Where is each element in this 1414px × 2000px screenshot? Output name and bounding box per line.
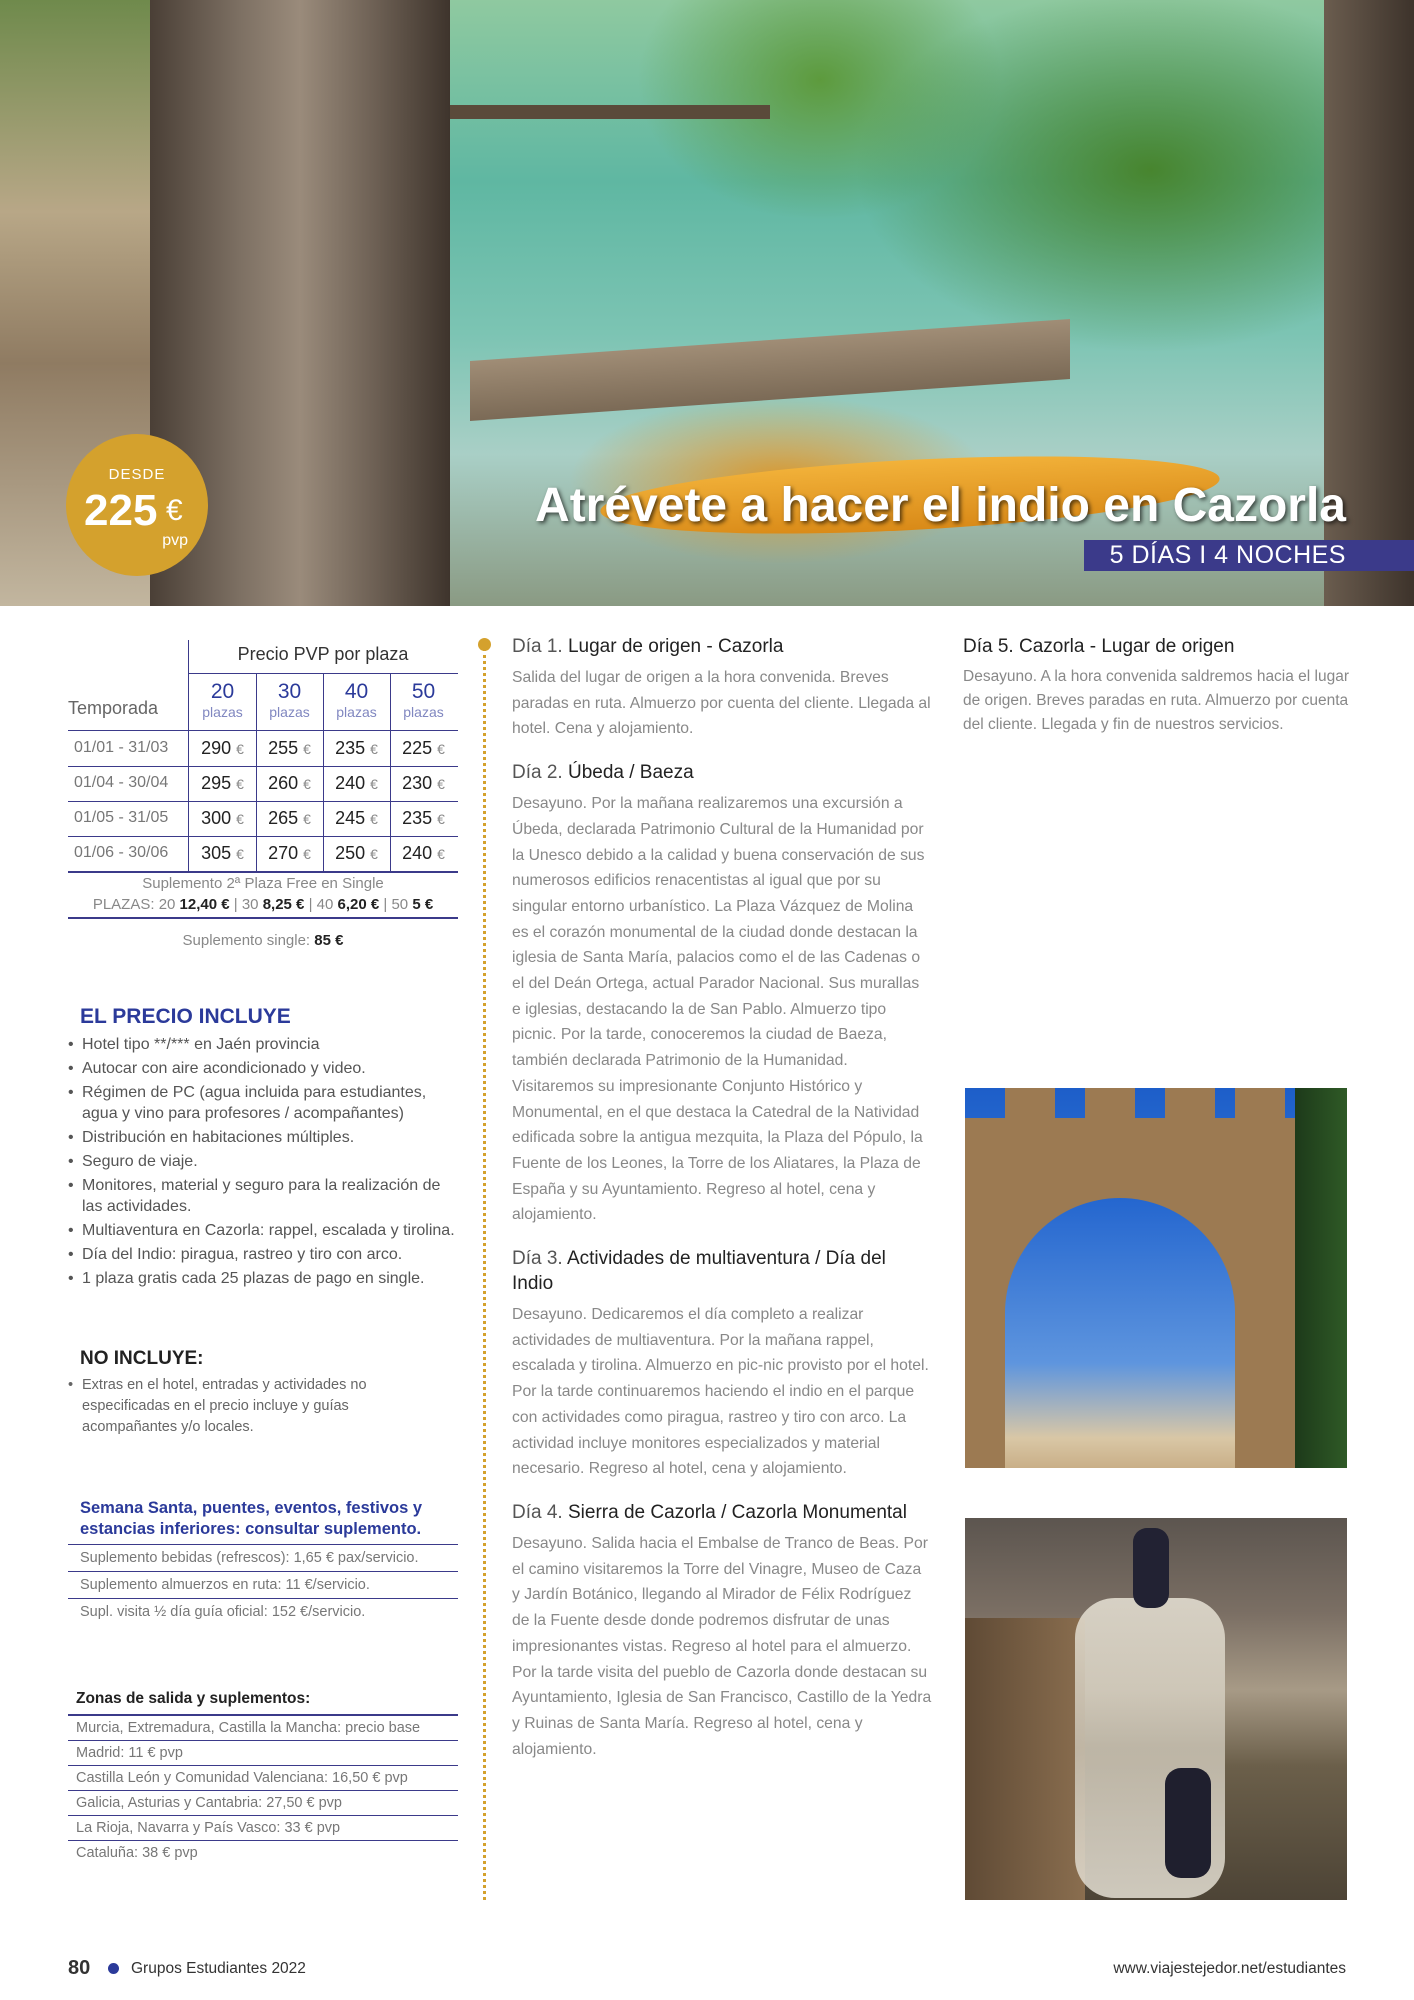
supplement-single (68, 932, 458, 949)
currency-symbol: € (437, 776, 445, 792)
photo-battlement (1085, 1088, 1135, 1128)
column-label: plazas (202, 704, 243, 720)
supplement-single-value: 85 € (314, 932, 344, 949)
itinerary-day-5 (963, 634, 1353, 737)
price-value: 270 (268, 843, 299, 863)
column-label: plazas (403, 704, 444, 720)
price-value: 235 (335, 738, 366, 758)
day-text: Desayuno. Salida hacia el Embalse de Tranco de Beas. Por el camino visitaremos la Torre del Vinagre, Museo de Caza y Jardín Botánico, llegando al Mirador de Félix Rodríguez de la Fuente desde donde podremos disfrutar de unas impresionantes vistas. Regreso al hotel para el almuerzo. Por la tarde visita del pueblo de Cazorla donde destacan su Ayuntamiento, Iglesia de San Francisco, Castillo de la Yedra y Ruinas de Santa María. Regreso al hotel, cena y alojamiento. (512, 1534, 932, 1758)
page-title: Atrévete a hacer el indio en Cazorla (535, 479, 1346, 532)
plazas-count: 40 (316, 896, 334, 913)
price-value: 240 (402, 843, 433, 863)
plazas-prefix: PLAZAS: (92, 896, 155, 913)
not-included-list (68, 1375, 418, 1438)
table-row (68, 732, 458, 766)
itinerary-day (512, 1500, 932, 1762)
column-header (323, 680, 390, 720)
price-value: 260 (268, 773, 299, 793)
currency-symbol: € (303, 776, 311, 792)
day-title: Actividades de multiaventura / Día del Indio (512, 1248, 886, 1295)
column-label: plazas (269, 704, 310, 720)
price-table-title: Precio PVP por plaza (188, 640, 458, 674)
column-header (256, 680, 323, 720)
day-heading (512, 1500, 932, 1525)
table-row (68, 767, 458, 801)
includes-heading: EL PRECIO INCLUYE (80, 1005, 291, 1028)
currency-symbol: € (236, 776, 244, 792)
supplement-second-place-title: Suplemento 2ª Plaza Free en Single (142, 875, 384, 892)
day-text: Salida del lugar de origen a la hora convenida. Breves paradas en ruta. Almuerzo por cuenta del cliente. Llegada al hotel. Cena y alojamiento. (512, 669, 931, 738)
zones-heading: Zonas de salida y suplementos: (76, 1690, 311, 1707)
page-subtitle: 5 DÍAS I 4 NOCHES (1109, 541, 1346, 569)
price-badge-pvp: pvp (162, 532, 188, 549)
column-header (390, 680, 457, 720)
zones-list (68, 1714, 458, 1865)
row-rule (68, 730, 458, 731)
includes-list (68, 1034, 463, 1292)
day-title: Cazorla - Lugar de origen (1018, 636, 1235, 657)
currency-symbol: € (370, 776, 378, 792)
currency-symbol: € (370, 811, 378, 827)
itinerary (512, 634, 932, 1780)
price-cell (390, 843, 457, 864)
dotted-divider (483, 648, 486, 1900)
column-number: 40 (344, 680, 369, 703)
day-title: Sierra de Cazorla / Cazorla Monumental (567, 1501, 907, 1523)
price-value: 245 (335, 808, 366, 828)
price-cell (323, 843, 390, 864)
plazas-price: 5 € (412, 896, 434, 913)
plazas-price: 6,20 € (337, 896, 380, 913)
season-cell: 01/05 - 31/05 (74, 809, 169, 826)
plazas-count: 20 (158, 896, 176, 913)
plazas-count: 50 (391, 896, 409, 913)
price-cell (189, 773, 256, 794)
hero-pier (450, 105, 770, 119)
plazas-price: 12,40 € (179, 896, 230, 913)
season-cell: 01/06 - 30/06 (74, 844, 169, 861)
currency-symbol: € (236, 811, 244, 827)
price-table (68, 640, 458, 872)
day-number: Día 2. (512, 762, 563, 784)
price-cell (390, 773, 457, 794)
price-badge-amount: 225 (84, 486, 158, 535)
list-item: La Rioja, Navarra y País Vasco: 33 € pvp (68, 1816, 458, 1841)
season-cell: 01/01 - 31/03 (74, 739, 169, 756)
itinerary-day (512, 1246, 932, 1482)
price-cell (323, 773, 390, 794)
photo-battlement (1005, 1088, 1055, 1128)
photo-cypress (1295, 1088, 1347, 1468)
photo-battlement (1235, 1088, 1285, 1128)
price-cell (256, 773, 323, 794)
day-title: Lugar de origen - Cazorla (567, 636, 784, 657)
list-item: Supl. visita ½ día guía oficial: 152 €/servicio. (68, 1598, 458, 1625)
supplement-second-place-values: PLAZAS: 20 12,40 € | 30 8,25 € | 40 6,20 € | 50 5 € (92, 896, 434, 913)
price-cell (323, 738, 390, 759)
price-value: 225 (402, 738, 433, 758)
photo-battlement (1165, 1088, 1215, 1128)
price-value: 255 (268, 738, 299, 758)
website-link[interactable]: www.viajestejedor.net/estudiantes (1113, 1960, 1346, 1977)
photo-canyoning (965, 1518, 1347, 1900)
list-item: • Régimen de PC (agua incluida para estudiantes, agua y vino para profesores / acompañantes) (68, 1082, 463, 1124)
plazas-price: 8,25 € (262, 896, 305, 913)
column-header (189, 680, 256, 720)
day-text: Desayuno. Dedicaremos el día completo a realizar actividades de multiaventura. Por la mañana rappel, escalada y tirolina. Almuerzo en pic-nic provisto por el hotel. Por la tarde continuaremos haciendo el indio en el parque con actividades como piragua, rastreo y tiro con arco. La actividad incluye monitores especializados y material necesario. Regreso al hotel, cena y alojamiento. (512, 1306, 929, 1478)
day-number: Día 5. (963, 636, 1014, 657)
column-label: plazas (336, 704, 377, 720)
day-heading (963, 634, 1353, 659)
currency-symbol: € (303, 846, 311, 862)
day-text: Desayuno. Por la mañana realizaremos una excursión a Úbeda, declarada Patrimonio Cultural de la Humanidad por la Unesco debido a la calidad y buena conservación de sus numerosos edificios renacentistas al igual que por su singular entorno urbanístico. La Plaza Vázquez de Molina es el corazón monumental de la ciudad donde destacan la iglesia de Santa María, palacios como el de las Cadenas o el del Deán Ortega, actual Parador Nacional. Sus murallas e iglesias, destacando la de San Pablo. Almuerzo tipo picnic. Por la tarde, conoceremos la ciudad de Baeza, también declarada Patrimonio de la Humanidad. Visitaremos su impresionante Conjunto Histórico y Monumental, en el que destaca la Catedral de la Natividad edificada sobre la antigua mezquita, la Plaza del Pópulo, la Fuente de los Leones, la Torre de los Aliatares, la Plaza de España y su Ayuntamiento. Regreso al hotel, cena y alojamiento. (512, 795, 925, 1224)
list-item: • Monitores, material y seguro para la realización de las actividades. (68, 1175, 463, 1217)
price-cell (189, 808, 256, 829)
list-item: • Multiaventura en Cazorla: rappel, escalada y tirolina. (68, 1220, 463, 1241)
price-value: 240 (335, 773, 366, 793)
price-badge-desde: DESDE (108, 466, 166, 483)
divider (68, 917, 458, 919)
price-cell (390, 808, 457, 829)
price-value: 250 (335, 843, 366, 863)
day-text: Desayuno. A la hora convenida saldremos hacia el lugar de origen. Breves paradas en ruta. Almuerzo por cuenta del cliente. Llegada y fin de nuestros servicios. (963, 668, 1350, 733)
photo-climber (1133, 1528, 1169, 1608)
hero-dock (470, 319, 1070, 421)
currency-symbol: € (437, 811, 445, 827)
day-heading (512, 1246, 932, 1296)
price-value: 290 (201, 738, 232, 758)
itinerary-day (512, 760, 932, 1228)
day-heading (512, 760, 932, 785)
list-item: • Extras en el hotel, entradas y actividades no especificadas en el precio incluye y guías acompañantes y/o locales. (68, 1375, 418, 1438)
photo-climber (1165, 1768, 1211, 1878)
supplements-list (68, 1544, 458, 1625)
itinerary-day (512, 634, 932, 742)
season-cell: 01/04 - 30/04 (74, 774, 169, 791)
price-cell (323, 808, 390, 829)
price-value: 305 (201, 843, 232, 863)
day-title: Úbeda / Baeza (567, 762, 694, 784)
price-value: 235 (402, 808, 433, 828)
price-value: 295 (201, 773, 232, 793)
list-item: Suplemento bebidas (refrescos): 1,65 € pax/servicio. (68, 1544, 458, 1571)
list-item: Murcia, Extremadura, Castilla la Mancha: precio base (68, 1716, 458, 1741)
day-number: Día 1. (512, 636, 563, 657)
currency-symbol: € (236, 741, 244, 757)
list-item: • Hotel tipo **/*** en Jaén provincia (68, 1034, 463, 1055)
column-number: 30 (277, 680, 302, 703)
price-cell (256, 738, 323, 759)
list-item: Suplemento almuerzos en ruta: 11 €/servicio. (68, 1571, 458, 1598)
price-cell (189, 843, 256, 864)
price-cell (256, 843, 323, 864)
hero-image (0, 0, 1414, 606)
price-cell (189, 738, 256, 759)
currency-symbol: € (437, 846, 445, 862)
plazas-count: 30 (241, 896, 259, 913)
list-item: Galicia, Asturias y Cantabria: 27,50 € pvp (68, 1791, 458, 1816)
list-item: • Día del Indio: piragua, rastreo y tiro con arco. (68, 1244, 463, 1265)
column-number: 20 (210, 680, 235, 703)
list-item: Madrid: 11 € pvp (68, 1741, 458, 1766)
photo-arch (1005, 1198, 1235, 1468)
price-badge-currency: € (166, 494, 183, 527)
price-cell (256, 808, 323, 829)
season-header: Temporada (68, 698, 159, 718)
bullet-icon (108, 1963, 119, 1974)
list-item: Cataluña: 38 € pvp (76, 1845, 198, 1861)
currency-symbol: € (370, 846, 378, 862)
currency-symbol: € (303, 741, 311, 757)
price-value: 265 (268, 808, 299, 828)
currency-symbol: € (437, 741, 445, 757)
list-item: • Autocar con aire acondicionado y video. (68, 1058, 463, 1079)
day-number: Día 3. (512, 1248, 563, 1270)
publication-name: Grupos Estudiantes 2022 (131, 1960, 306, 1977)
price-value: 230 (402, 773, 433, 793)
list-item: • Seguro de viaje. (68, 1151, 463, 1172)
supplements-heading: Semana Santa, puentes, eventos, festivos y estancias inferiores: consultar suplemento. (80, 1499, 423, 1538)
price-value: 300 (201, 808, 232, 828)
currency-symbol: € (236, 846, 244, 862)
photo-baeza-arch (965, 1088, 1347, 1468)
column-number: 50 (411, 680, 436, 703)
list-item: • 1 plaza gratis cada 25 plazas de pago en single. (68, 1268, 463, 1289)
supplement-second-place (68, 873, 458, 915)
photo-rock (965, 1618, 1085, 1900)
list-item: • Distribución en habitaciones múltiples. (68, 1127, 463, 1148)
table-row (68, 802, 458, 836)
day-heading (512, 634, 932, 659)
table-row (68, 837, 458, 871)
currency-symbol: € (370, 741, 378, 757)
list-item: Castilla León y Comunidad Valenciana: 16,50 € pvp (68, 1766, 458, 1791)
price-cell (390, 738, 457, 759)
price-badge (66, 434, 208, 576)
page-number: 80 (68, 1957, 91, 1979)
not-included-heading: NO INCLUYE: (80, 1348, 204, 1369)
supplement-single-label: Suplemento single: (182, 932, 311, 949)
currency-symbol: € (303, 811, 311, 827)
day-number: Día 4. (512, 1501, 563, 1523)
